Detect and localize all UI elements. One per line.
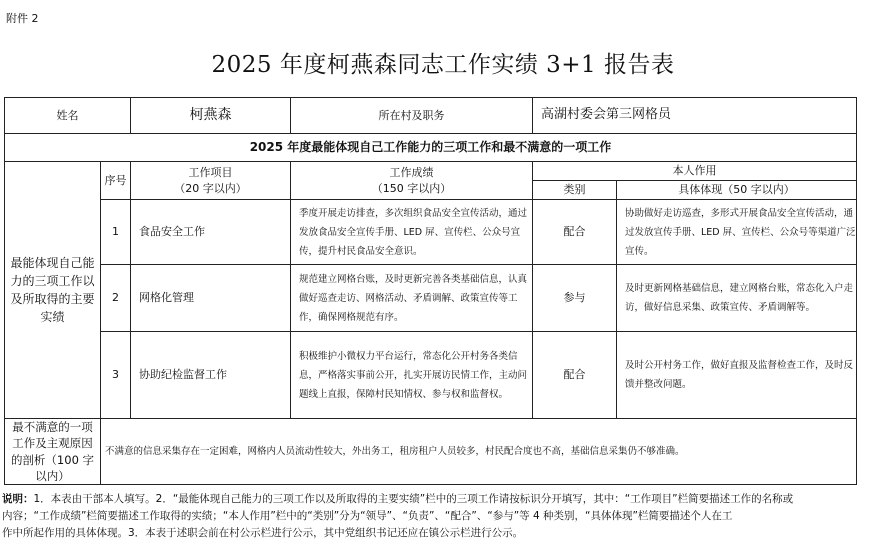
role-type-header: 类别 xyxy=(533,181,617,200)
row-seq: 1 xyxy=(101,200,131,265)
table-row xyxy=(5,200,857,265)
instructions-note xyxy=(2,491,882,542)
row-project: 食品安全工作 xyxy=(131,200,291,265)
name-label: 姓名 xyxy=(5,98,131,134)
info-row xyxy=(5,98,857,134)
section-heading-row xyxy=(5,134,857,162)
row-result: 积极维护小微权力平台运行，常态化公开村务各类信息，严格落实事前公开，扎实开展访民情工作，主动问题线上直报，保障村民知情权、参与权和监督权。 xyxy=(291,332,533,419)
column-header-row-1 xyxy=(5,162,857,181)
worst-work-row xyxy=(5,419,857,485)
row-seq: 2 xyxy=(101,265,131,332)
report-table xyxy=(4,97,857,485)
result-header-hint: （150 字以内） xyxy=(371,181,452,195)
result-header-title: 工作成绩 xyxy=(389,165,434,179)
row-result: 规范建立网格台账，及时更新完善各类基础信息，认真做好巡查走访、网格活动、矛盾调解、政策宣传等工作，确保网格规范有序。 xyxy=(291,265,533,332)
table-row xyxy=(5,265,857,332)
row-seq: 3 xyxy=(101,332,131,419)
project-header-hint: （20 字以内） xyxy=(174,181,247,195)
result-header xyxy=(291,162,533,200)
name-value: 柯燕森 xyxy=(131,98,291,134)
role-header: 本人作用 xyxy=(533,162,857,181)
attachment-label: 附件 2 xyxy=(6,12,39,25)
note-line-1-text: 1．本表由干部本人填写。2．“最能体现自己能力的三项工作以及所取得的主要实绩”栏中的三项工作请按标识分开填写，其中：“工作项目”栏简要描述工作的名称或 xyxy=(33,493,794,505)
note-line-3: 作中所起作用的具体体现。3．本表于述职会前在村公示栏进行公示，其中党组织书记还应在镇公示栏进行公示。 xyxy=(2,527,524,539)
page-title: 2025 年度柯燕森同志工作实绩 3+1 报告表 xyxy=(211,52,675,78)
row-role: 参与 xyxy=(533,265,617,332)
row-detail: 协助做好走访巡查，多形式开展食品安全宣传活动，通过发放宣传手册、LED 屏、宣传栏、公众号等渠道广泛宣传。 xyxy=(617,200,857,265)
worst-work-text: 不满意的信息采集存在一定困难，网格内人员流动性较大，外出务工，租房租户人员较多，村民配合度也不高，基础信息采集仍不够准确。 xyxy=(101,419,857,485)
role-detail-header: 具体体现（50 字以内） xyxy=(617,181,857,200)
note-line-2: 内容；“工作成绩”栏简要描述工作取得的实绩；“本人作用”栏中的“类别”分为“领导”、“负责”、“配合”、“参与”等 4 种类别，“具体体现”栏简要描述个人在工 xyxy=(2,510,733,522)
table-row xyxy=(5,332,857,419)
project-header xyxy=(131,162,291,200)
worst-work-label: 最不满意的一项工作及主观原因的剖析（100 字以内） xyxy=(5,419,101,485)
row-project: 协助纪检监督工作 xyxy=(131,332,291,419)
row-detail: 及时更新网格基础信息，建立网格台账，常态化入户走访，做好信息采集、政策宣传、矛盾调解等。 xyxy=(617,265,857,332)
note-line-1 xyxy=(2,491,882,508)
position-value: 高湖村委会第三网格员 xyxy=(533,98,857,134)
seq-header: 序号 xyxy=(101,162,131,200)
row-project: 网格化管理 xyxy=(131,265,291,332)
best-works-label: 最能体现自己能力的三项工作以及所取得的主要实绩 xyxy=(5,162,101,419)
row-result: 季度开展走访排查，多次组织食品安全宣传活动，通过发放食品安全宣传手册、LED 屏、宣传栏、公众号宣传，提升村民食品安全意识。 xyxy=(291,200,533,265)
row-detail: 及时公开村务工作，做好直报及监督检查工作，及时反馈并整改问题。 xyxy=(617,332,857,419)
position-label: 所在村及职务 xyxy=(291,98,533,134)
section-heading: 2025 年度最能体现自己工作能力的三项工作和最不满意的一项工作 xyxy=(5,134,857,162)
row-role: 配合 xyxy=(533,200,617,265)
row-role: 配合 xyxy=(533,332,617,419)
note-label: 说明： xyxy=(2,493,34,505)
project-header-title: 工作项目 xyxy=(188,165,233,179)
